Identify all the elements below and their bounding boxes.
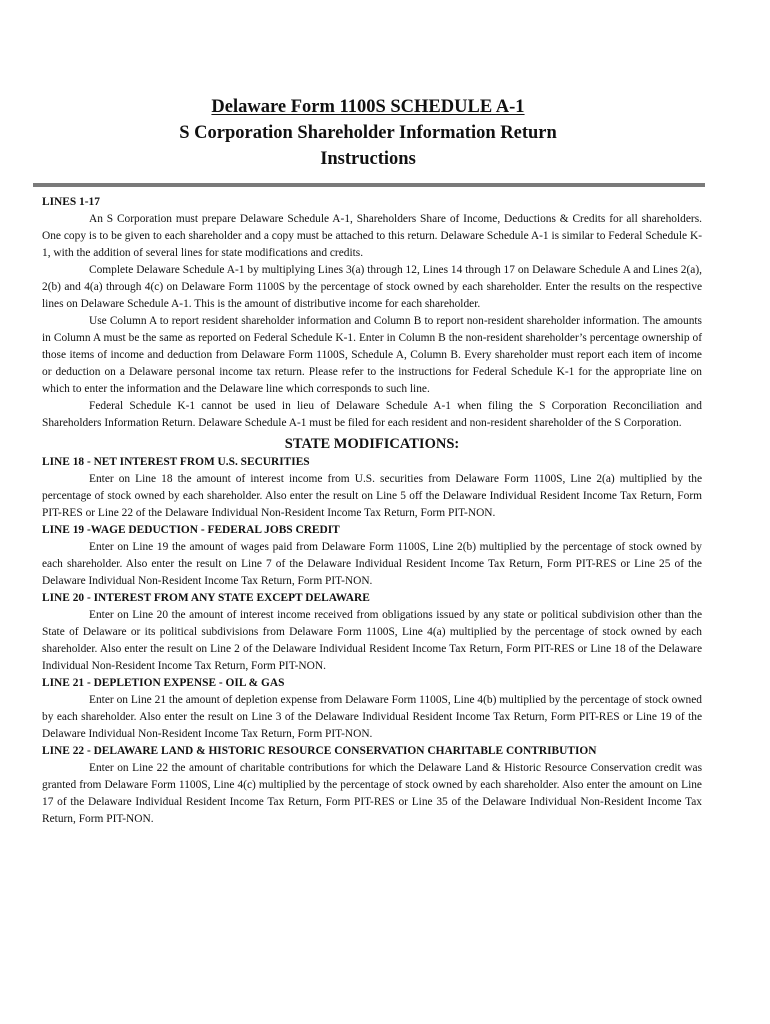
paragraph: Enter on Line 21 the amount of depletion expense from Delaware Form 1100S, Line 4(b) multiplied by the percentage of stock owned by each shareholder. Also enter the result on Line 3 of the Delaware Individual Resident Income Tax Return, Form PIT-RES or Line 19 of the Delaware Individual Non-Resident Income Tax Return, Form PIT-NON. — [42, 694, 702, 740]
section-line-19 — [42, 522, 702, 590]
section-line-20 — [42, 590, 702, 675]
paragraph: Use Column A to report resident shareholder information and Column B to report non-resident shareholder information. The amounts in Column A must be the same as reported on Federal Schedule K-1. Enter in Column B the non-resident shareholder’s percentage ownership of those items of income and deduction from Delaware Form 1100S, Schedule A, Column B. Every shareholder must report each item of income or deduction on a Delaware personal income tax return. Please refer to the instructions for Federal Schedule K-1 for the appropriate line on which to enter the information and the Delaware line which corresponds to such line. — [42, 315, 702, 395]
paragraph: Enter on Line 18 the amount of interest income from U.S. securities from Delaware Form 1100S, Line 2(a) multiplied by the percentage of stock owned by each shareholder. Also enter the result on Line 5 off the Delaware Individual Resident Income Tax Return, Form PIT-RES or Line 22 of the Delaware Individual Non-Resident Income Tax Return, Form PIT-NON. — [42, 473, 702, 519]
paragraph: Enter on Line 19 the amount of wages paid from Delaware Form 1100S, Line 2(b) multiplied by the percentage of stock owned by each shareholder. Also enter the result on Line 7 of the Delaware Individual Resident Income Tax Return, Form PIT-RES or Line 25 of the Delaware Individual Non-Resident Income Tax Return, Form PIT-NON. — [42, 541, 702, 587]
section-heading-line-22: LINE 22 - DELAWARE LAND & HISTORIC RESOURCE CONSERVATION CHARITABLE CONTRIBUTION — [42, 745, 597, 757]
paragraph: Complete Delaware Schedule A-1 by multiplying Lines 3(a) through 12, Lines 14 through 17 on Delaware Schedule A and Lines 2(a), 2(b) and 4(a) through 4(c) on Delaware Form 1100S by the percentage of stock owned by each shareholder. Enter the results on the respective lines on Delaware Schedule A-1. This is the amount of distributive income for each shareholder. — [42, 264, 702, 310]
section-lines-1-17 — [42, 194, 702, 432]
document-title — [0, 94, 736, 172]
state-modifications-heading: STATE MODIFICATIONS: — [284, 436, 460, 452]
section-heading-line-20: LINE 20 - INTEREST FROM ANY STATE EXCEPT DELAWARE — [42, 592, 370, 604]
section-line-21 — [42, 675, 702, 743]
section-heading-line-18: LINE 18 - NET INTEREST FROM U.S. SECURITIES — [42, 456, 310, 468]
section-line-18 — [42, 454, 702, 522]
title-line-2: S Corporation Shareholder Information Return — [179, 123, 557, 143]
section-heading-line-19: LINE 19 -WAGE DEDUCTION - FEDERAL JOBS CREDIT — [42, 524, 340, 536]
paragraph: Enter on Line 20 the amount of interest income received from obligations issued by any state or political subdivision other than the State of Delaware or its political subdivisions from Delaware Form 1100S, Line 4(a) multiplied by the percentage of stock owned by each shareholder. Also enter the result on Line 2 of the Delaware Individual Resident Income Tax Return, Form PIT-RES or Line 18 of the Delaware Individual Non-Resident Income Tax Return, Form PIT-NON. — [42, 609, 702, 672]
title-line-3: Instructions — [320, 149, 416, 169]
instructions-body — [42, 194, 702, 828]
section-line-22 — [42, 743, 702, 828]
paragraph: Federal Schedule K-1 cannot be used in lieu of Delaware Schedule A-1 when filing the S Corporation Reconciliation and Shareholders Information Return. Delaware Schedule A-1 must be filed for each resident and non-resident shareholder of the S Corporation. — [42, 400, 702, 429]
section-heading-lines-1-17: LINES 1-17 — [42, 196, 100, 208]
paragraph: An S Corporation must prepare Delaware Schedule A-1, Shareholders Share of Income, Deductions & Credits for all shareholders. One copy is to be given to each shareholder and a copy must be attached to this return. Delaware Schedule A-1 is similar to Federal Schedule K-1, with the addition of several lines for state modifications and credits. — [42, 213, 702, 259]
title-line-1: Delaware Form 1100S SCHEDULE A-1 — [211, 97, 525, 117]
section-heading-line-21: LINE 21 - DEPLETION EXPENSE - OIL & GAS — [42, 677, 285, 689]
paragraph: Enter on Line 22 the amount of charitable contributions for which the Delaware Land & Historic Resource Conservation credit was granted from Delaware Form 1100S, Line 4(c) multiplied by the percentage of stock owned by each shareholder. Also enter the amount on Line 17 of the Delaware Individual Resident Income Tax Return, Form PIT-RES or Line 35 of the Delaware Individual Non-Resident Income Tax Return, Form PIT-NON. — [42, 762, 702, 825]
horizontal-rule — [33, 183, 705, 187]
